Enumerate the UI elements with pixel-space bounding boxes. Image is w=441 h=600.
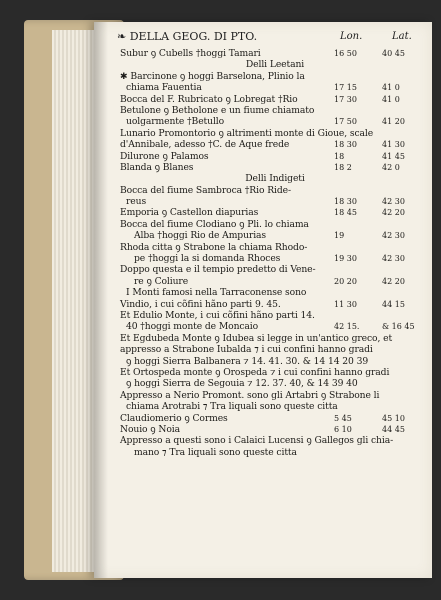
- text-line: [120, 367, 430, 378]
- text-line: [120, 424, 430, 435]
- latitude-value: 41 30: [382, 140, 405, 150]
- line-text: pe †hoggi la si domanda Rhoces: [134, 253, 281, 265]
- longitude-value: 6 10: [334, 424, 352, 434]
- latitude-value: 45 10: [382, 413, 405, 423]
- text-line: [120, 356, 430, 367]
- latitude-value: 41 20: [382, 117, 405, 127]
- running-header-title: DELLA GEOG. DI PTO.: [129, 30, 258, 43]
- line-text: appresso a Strabone Iubalda ⁊ i cui confini hanno gradi: [120, 344, 373, 356]
- line-text: Lunario Promontorio ꝯ altrimenti monte di Gioue, scale: [120, 127, 374, 139]
- text-line: [120, 139, 430, 150]
- latitude-value: 41 0: [382, 83, 400, 93]
- line-text: Doppo questa e il tempio predetto di Vene-: [120, 264, 316, 276]
- text-line: [120, 196, 430, 207]
- latitude-value: 44 15: [382, 299, 405, 309]
- longitude-value: 5 45: [334, 413, 352, 423]
- line-text: mano ⁊ Tra liquali sono queste citta: [134, 446, 297, 458]
- line-text: Alba †hoggi Rio de Ampurias: [134, 230, 267, 242]
- gazetteer-body: [120, 48, 430, 458]
- text-line: [120, 71, 430, 82]
- text-line: [120, 344, 430, 355]
- longitude-value: 17 50: [334, 117, 357, 127]
- line-text: ✱ Barcinone ꝯ hoggi Barselona, Plinio la: [120, 70, 305, 82]
- line-text: Claudiomerio ꝯ Cormes: [120, 412, 228, 424]
- longitude-value: 19: [334, 231, 345, 241]
- latitude-value: 42 20: [382, 208, 405, 218]
- line-text: Blanda ꝯ Blanes: [120, 161, 194, 173]
- text-line: [120, 276, 430, 287]
- latitude-value: & 16 45: [382, 322, 415, 332]
- latitude-value: 40 45: [382, 49, 405, 58]
- page-gutter-shadow: [94, 22, 108, 578]
- longitude-value: 20 20: [334, 276, 357, 286]
- text-line: [120, 253, 430, 264]
- latitude-value: 42 30: [382, 197, 405, 207]
- running-header: [117, 30, 257, 43]
- line-text: chiama Arotrabi ⁊ Tra liquali sono queste citta: [126, 401, 338, 413]
- line-text: Vindio, i cui cõfini hãno parti 9. 45.: [120, 298, 281, 310]
- line-text: Subur ꝯ Cubells †hoggi Tamari: [120, 48, 261, 59]
- text-line: [120, 333, 430, 344]
- text-line: [120, 310, 430, 321]
- line-text: Betulone ꝯ Betholone e un fiume chiamato: [120, 104, 315, 116]
- line-text: Bocca del fiume Sambroca †Rio Ride-: [120, 184, 291, 196]
- text-line: [120, 128, 430, 139]
- line-text: re ꝯ Coliure: [134, 275, 189, 287]
- line-text: Et Egdubeda Monte ꝯ Idubea si legge in un'antico greco, et: [120, 332, 393, 344]
- longitude-value: 18 30: [334, 197, 357, 207]
- line-text: 40 †hoggi monte de Moncaio: [126, 321, 259, 333]
- latitude-value: 42 30: [382, 254, 405, 264]
- text-line: [120, 447, 430, 458]
- text-line: [120, 413, 430, 424]
- line-text: Appresso a Nerio Promont. sono gli Artabri ꝯ Strabone li: [120, 389, 380, 401]
- longitude-column-header: Lon.: [340, 31, 363, 42]
- line-text: Delli Leetani: [245, 59, 305, 71]
- longitude-value: 11 30: [334, 299, 357, 309]
- line-text: Dilurone ꝯ Palamos: [120, 150, 209, 162]
- latitude-value: 41 0: [382, 94, 400, 104]
- latitude-value: 44 45: [382, 424, 405, 434]
- line-text: Bocca del fiume Clodiano ꝯ Pli. lo chiama: [120, 218, 309, 230]
- line-text: ꝯ hoggi Sierra de Segouia ⁊ 12. 37. 40, & 14 39 40: [126, 378, 358, 390]
- longitude-value: 17 30: [334, 94, 357, 104]
- text-line: [120, 401, 430, 412]
- text-line: [120, 48, 430, 59]
- line-text: reus: [126, 196, 147, 208]
- latitude-value: 41 45: [382, 151, 405, 161]
- line-text: Bocca del F. Rubricato ꝯ Lobregat †Rio: [120, 93, 298, 105]
- text-line: [120, 299, 430, 310]
- text-line: [120, 207, 430, 218]
- line-text: Delli Indigeti: [245, 173, 305, 185]
- longitude-value: 42 15.: [334, 322, 360, 332]
- longitude-value: 19 30: [334, 254, 357, 264]
- text-line: [120, 390, 430, 401]
- text-line: [120, 151, 430, 162]
- text-line: [120, 264, 430, 275]
- line-text: Appresso a questi sono i Calaici Lucensi ꝯ Gallegos gli chia-: [120, 435, 394, 447]
- text-line: [120, 105, 430, 116]
- longitude-value: 18: [334, 151, 345, 161]
- text-line: [120, 287, 430, 298]
- line-text: Rhoda citta ꝯ Strabone la chiama Rhodo-: [120, 241, 308, 253]
- text-line: [120, 162, 430, 173]
- text-line: [120, 242, 430, 253]
- latitude-column-header: Lat.: [392, 31, 412, 42]
- text-line: [120, 82, 430, 93]
- line-text: ꝯ hoggi Sierra Balbanera ⁊ 14. 41. 30. & 14 14 20 39: [126, 355, 369, 367]
- line-text: uolgarmente †Betullo: [126, 116, 225, 128]
- longitude-value: 18 2: [334, 162, 352, 172]
- line-text: I Monti famosi nella Tarraconense sono: [126, 287, 307, 299]
- line-text: Et Edulio Monte, i cui cõfini hãno parti 14.: [120, 309, 315, 321]
- line-text: d'Annibale, adesso †C. de Aque frede: [120, 139, 290, 151]
- text-line: [120, 94, 430, 105]
- fleuron-icon: ❧: [117, 30, 127, 43]
- latitude-value: 42 20: [382, 276, 405, 286]
- line-text: Et Ortospeda monte ꝯ Orospeda ⁊ i cui confini hanno gradi: [120, 366, 390, 378]
- line-text: Emporia ꝯ Castellon diapurias: [120, 207, 259, 219]
- text-line: [120, 435, 430, 446]
- text-line: [120, 321, 430, 332]
- longitude-value: 17 15: [334, 83, 357, 93]
- latitude-value: 42 0: [382, 162, 400, 172]
- longitude-value: 18 30: [334, 140, 357, 150]
- text-line: [120, 173, 430, 184]
- text-line: [120, 116, 430, 127]
- longitude-value: 18 45: [334, 208, 357, 218]
- line-text: Nouio ꝯ Noia: [120, 423, 180, 435]
- longitude-value: 16 50: [334, 49, 357, 58]
- text-line: [120, 378, 430, 389]
- text-line: [120, 59, 430, 70]
- text-line: [120, 230, 430, 241]
- line-text: chiama Fauentia: [126, 82, 202, 94]
- latitude-value: 42 30: [382, 231, 405, 241]
- text-line: [120, 219, 430, 230]
- text-line: [120, 185, 430, 196]
